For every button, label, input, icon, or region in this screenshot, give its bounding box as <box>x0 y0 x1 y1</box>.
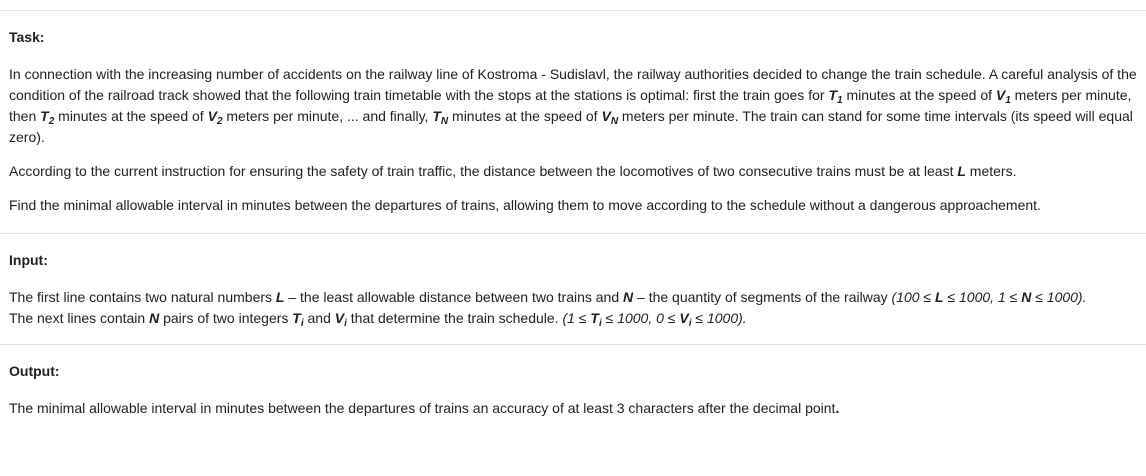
var-l: L <box>957 163 966 179</box>
text-run: minutes at the speed of <box>448 108 602 124</box>
var-v1: $V_1$ <box>995 87 1011 106</box>
var-l: L <box>275 289 285 305</box>
var-ti: $T_i$ <box>292 310 304 329</box>
task-paragraph-1 <box>9 64 1146 148</box>
input-constraint-2: ($1 \le T_i \le 1000$, $0 \le V_i \le 1000$). <box>562 310 747 329</box>
text-run: meters per minute, then <box>9 87 1132 124</box>
input-heading: Input: <box>9 252 48 268</box>
var-t1: $T_1$ <box>828 87 843 106</box>
task-heading: Task: <box>9 29 45 45</box>
text-run: In connection with the increasing number of accidents on the railway line of Kostroma - Sudislavl, the railway authorities decided to change the train schedule. A careful analysis of the condition of the railroad track showed that the following train timetable with the stops at the stations is optimal: first the train goes for <box>9 66 1137 103</box>
output-section <box>0 344 1146 419</box>
input-constraint-1: (100 ≤ L ≤ 1000, 1 ≤ N ≤ 1000). <box>891 289 1087 305</box>
output-description: The minimal allowable interval in minutes between the departures of trains an accuracy of at least 3 characters after the decimal point. <box>9 400 840 416</box>
task-paragraph-2: According to the current instruction for ensuring the safety of train traffic, the distance between the locomotives of two consecutive trains must be at least L meters. <box>9 163 1017 179</box>
task-paragraph-3: Find the minimal allowable interval in minutes between the departures of trains, allowing them to move according to the schedule without a dangerous approachement. <box>9 197 1041 213</box>
var-tn: $T_N$ <box>432 108 449 127</box>
text-run: meters per minute. The train can stand for some time intervals (its speed will equal zero). <box>9 108 1133 145</box>
var-n: N <box>149 310 160 326</box>
text-run: meters per minute, ... and finally, <box>222 108 433 124</box>
text-run: minutes at the speed of <box>842 87 996 103</box>
var-n: N <box>623 289 634 305</box>
var-vn: $V_N$ <box>601 108 619 127</box>
output-heading: Output: <box>9 363 60 379</box>
text-run: minutes at the speed of <box>54 108 208 124</box>
input-description: The first line contains two natural numbers L – the least allowable distance between two trains and N – the quantity of segments of the railway (100 ≤ L ≤ 1000, 1 ≤ N ≤ 1000). The next lines contain N pairs of two integers $T_i$ and $V_i$ that determine the train schedule. ($1 \le T_i \le 1000$, $0 \le V_i \le 1000$). <box>9 289 1087 329</box>
input-section <box>0 233 1146 329</box>
var-vi: $V_i$ <box>334 310 347 329</box>
task-section <box>0 10 1146 216</box>
var-v2: $V_2$ <box>207 108 223 127</box>
var-t2: $T_2$ <box>40 108 55 127</box>
